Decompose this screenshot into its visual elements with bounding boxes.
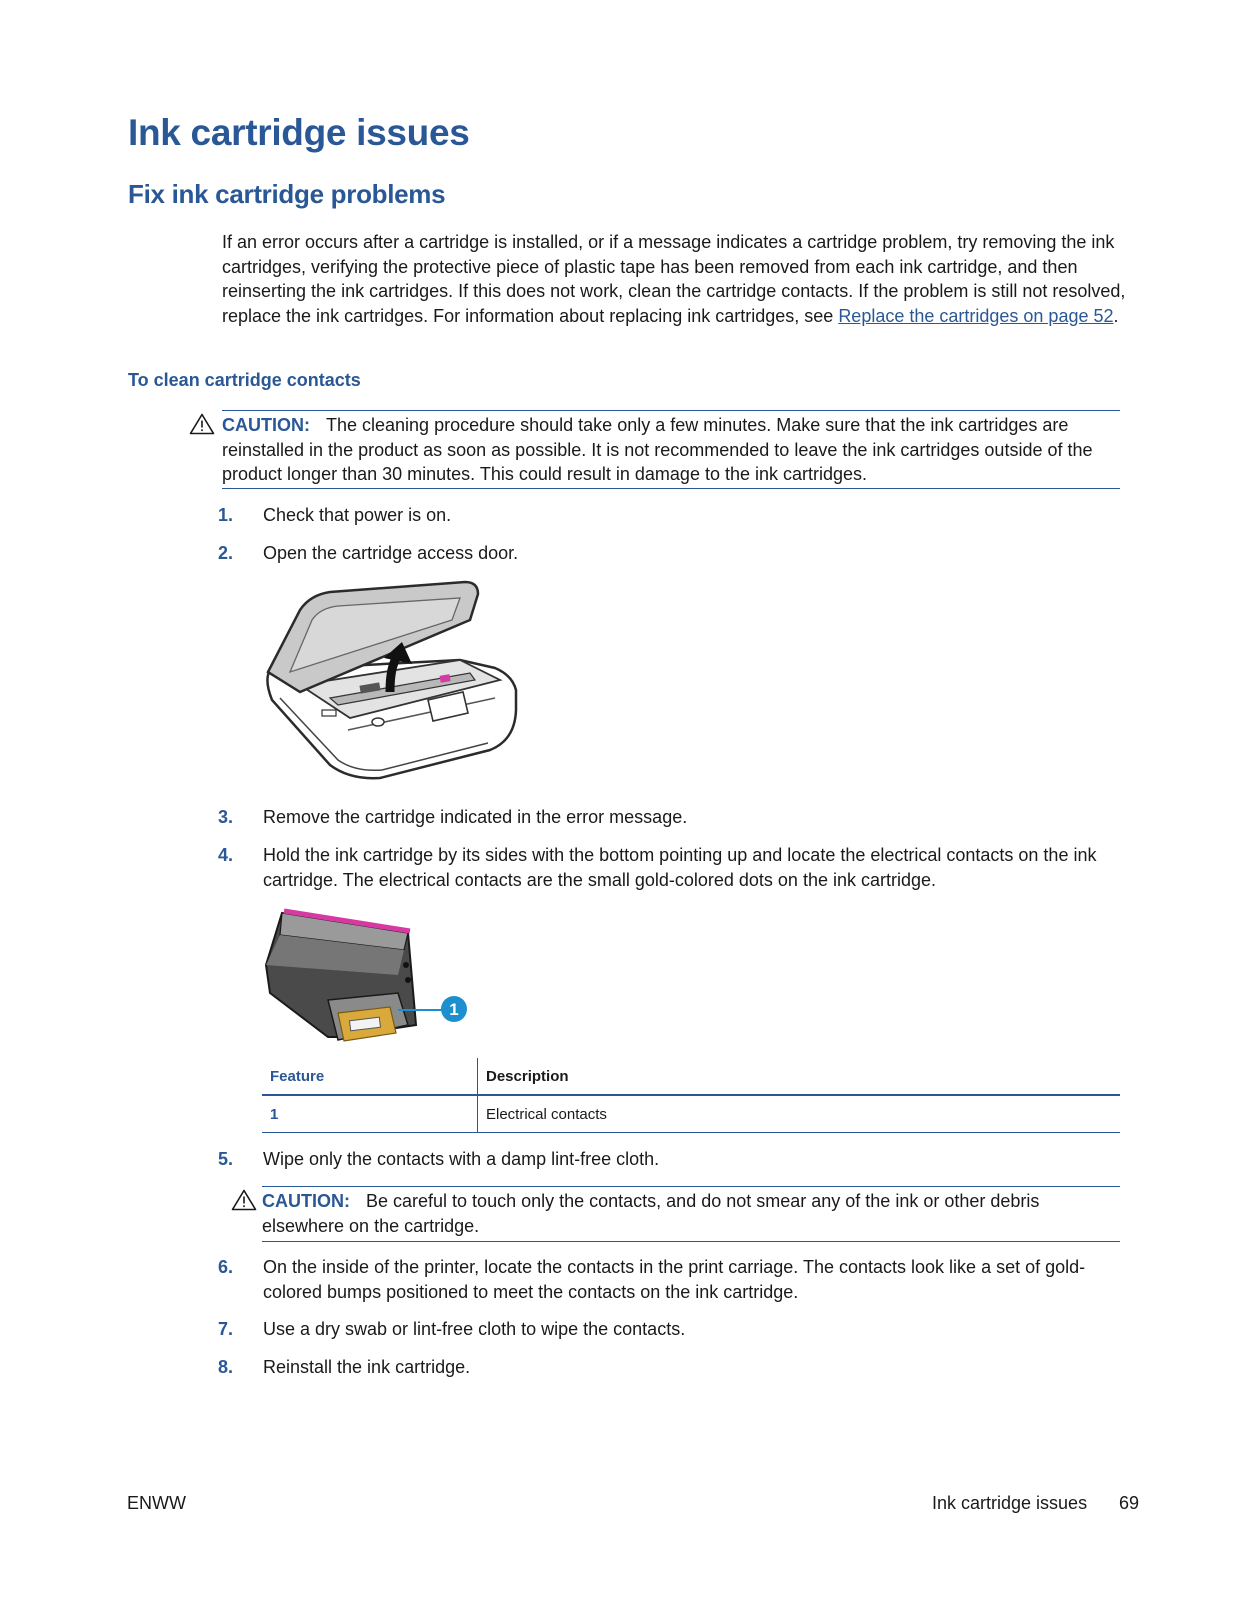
step-6	[218, 1255, 1118, 1307]
caution-text: Be careful to touch only the contacts, and do not smear any of the ink or other debris elsewhere on the cartridge.	[262, 1191, 1040, 1236]
table-cell-description: Electrical contacts	[478, 1095, 1121, 1133]
table-header-row	[262, 1058, 1120, 1095]
step-1	[218, 503, 1118, 529]
step-number: 2.	[218, 543, 234, 563]
step-text: Open the cartridge access door.	[263, 543, 519, 563]
section-title: Fix ink cartridge problems	[128, 179, 446, 209]
step-number: 5.	[218, 1149, 234, 1169]
callout-1: 1	[449, 1000, 459, 1019]
intro-end: .	[1113, 305, 1119, 326]
step-number: 1.	[218, 505, 234, 525]
step-number: 7.	[218, 1319, 234, 1339]
step-text: Reinstall the ink cartridge.	[263, 1357, 471, 1377]
warning-triangle-icon	[189, 413, 215, 435]
step-number: 3.	[218, 807, 234, 827]
feature-table	[262, 1058, 1120, 1133]
page-title: Ink cartridge issues	[128, 112, 470, 153]
replace-cartridges-link[interactable]: Replace the cartridges on page 52	[838, 305, 1114, 326]
warning-triangle-icon	[231, 1189, 257, 1211]
step-5	[218, 1147, 1118, 1173]
step-number: 8.	[218, 1357, 234, 1377]
step-text: On the inside of the printer, locate the contacts in the print carriage. The contacts look like a set of gold-colored bumps positioned to meet the contacts on the ink cartridge.	[263, 1257, 1086, 1302]
caution-text: The cleaning procedure should take only a few minutes. Make sure that the ink cartridges are reinstalled in the product as soon as possible. It is not recommended to leave the ink cartridges outside of the product longer than 30 minutes. This could result in damage to the ink cartridges.	[222, 415, 1093, 484]
step-3	[218, 805, 1118, 831]
step-number: 6.	[218, 1257, 234, 1277]
step-text: Wipe only the contacts with a damp lint-free cloth.	[263, 1149, 660, 1169]
table-cell-feature: 1	[262, 1095, 478, 1133]
step-number: 4.	[218, 845, 234, 865]
column-header-description: Description	[478, 1058, 1121, 1095]
step-8	[218, 1355, 1118, 1381]
footer-left: ENWW	[127, 1493, 186, 1513]
ink-cartridge-illustration	[258, 905, 478, 1055]
intro-paragraph	[222, 230, 1142, 328]
caution-note-2	[262, 1186, 1120, 1242]
caution-label: CAUTION:	[222, 415, 310, 435]
step-7	[218, 1317, 1118, 1343]
step-text: Use a dry swab or lint-free cloth to wipe the contacts.	[263, 1319, 686, 1339]
caution-note-1	[222, 410, 1120, 489]
page-number: 69	[1119, 1493, 1140, 1513]
intro-text: If an error occurs after a cartridge is installed, or if a message indicates a cartridge problem, try removing the ink cartridges, verifying the protective piece of plastic tape has been removed from each ink cartridge, and then reinserting the ink cartridges. If this does not work, clean the cartridge contacts. If the problem is still not resolved, replace the ink cartridges. For information about replacing ink cartridges, see	[222, 232, 1126, 326]
footer-section-title: Ink cartridge issues	[932, 1493, 1088, 1513]
step-text: Remove the cartridge indicated in the error message.	[263, 807, 688, 827]
table-row	[262, 1095, 1120, 1133]
caution-label: CAUTION:	[262, 1191, 350, 1211]
step-text: Hold the ink cartridge by its sides with the bottom pointing up and locate the electrical contacts on the ink cartridge. The electrical contacts are the small gold-colored dots on the ink cartridge.	[263, 845, 1097, 890]
column-header-feature: Feature	[262, 1058, 478, 1095]
step-2	[218, 541, 1118, 567]
step-text: Check that power is on.	[263, 505, 452, 525]
printer-open-door-illustration	[260, 580, 525, 785]
subheading-clean-contacts: To clean cartridge contacts	[128, 370, 361, 390]
step-4	[218, 843, 1118, 895]
